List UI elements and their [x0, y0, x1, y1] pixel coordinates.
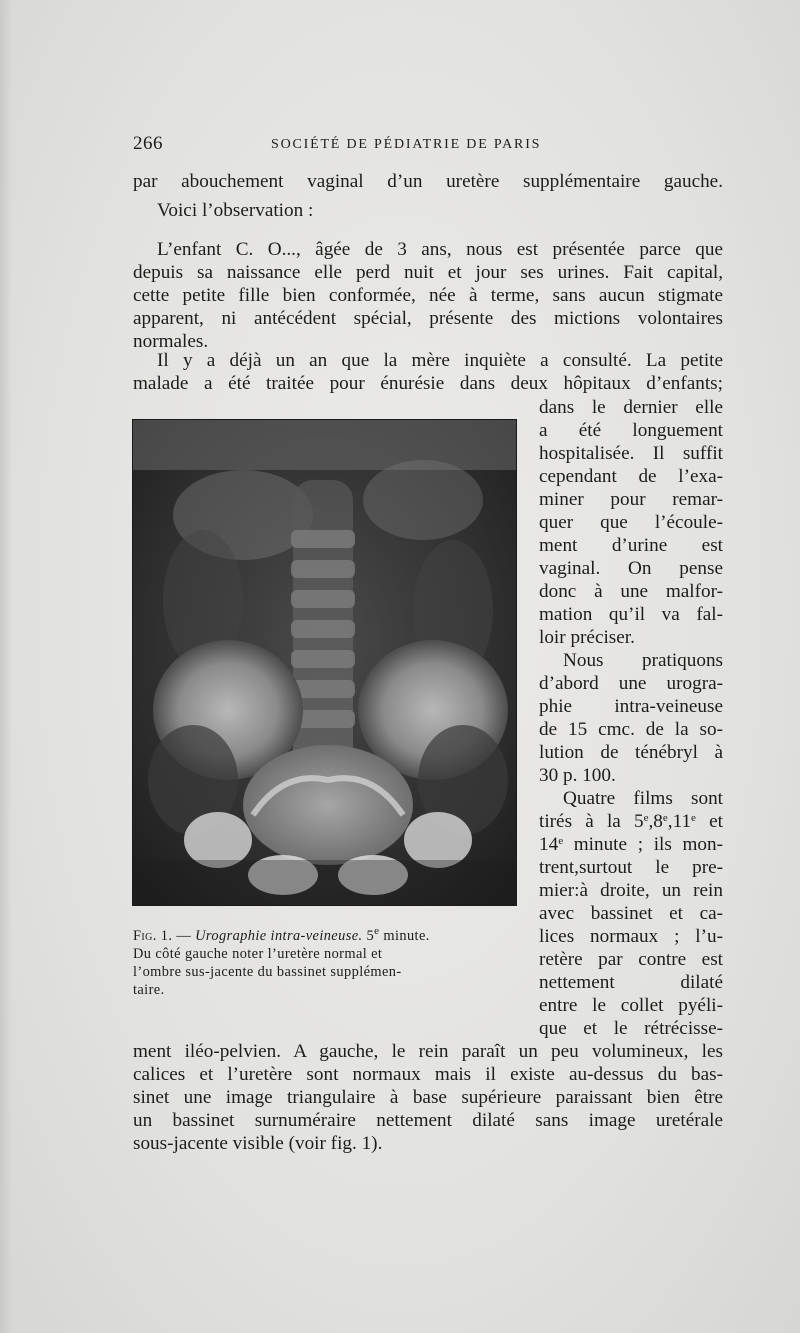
column-line: dans le dernier elle — [539, 397, 723, 418]
column-line: entre le collet pyéli- — [539, 995, 723, 1016]
column-line: avec bassinet et ca- — [539, 903, 723, 924]
column-line: Nous pratiquons — [563, 650, 723, 671]
body-line: normales. — [133, 331, 209, 352]
column-line: 30 p. 100. — [539, 765, 616, 786]
body-line: sinet une image triangulaire à base supérieure paraissant bien être — [133, 1087, 723, 1108]
xray-urography-figure — [133, 420, 516, 905]
column-line: nettement dilaté — [539, 972, 723, 993]
column-line: lution de ténébryl à — [539, 742, 723, 763]
page-header — [133, 133, 723, 155]
body-line: L’enfant C. O..., âgée de 3 ans, nous est présentée parce que — [157, 239, 723, 260]
column-line: hospitalisée. Il suffit — [539, 443, 723, 464]
column-line: ment d’urine est — [539, 535, 723, 556]
running-title: SOCIÉTÉ DE PÉDIATRIE DE PARIS — [271, 137, 542, 152]
column-line: loir préciser. — [539, 627, 635, 648]
body-line: calices et l’uretère sont normaux mais il existe au-dessus du bas- — [133, 1064, 723, 1085]
page-gutter-shadow — [0, 0, 12, 1333]
body-line: par abouchement vaginal d’un uretère supplémentaire gauche. — [133, 171, 723, 192]
body-line: sous-jacente visible (voir fig. 1). — [133, 1133, 383, 1154]
column-line: de 15 cmc. de la so- — [539, 719, 723, 740]
column-line: phie intra-veineuse — [539, 696, 723, 717]
column-line: quer que l’écoule- — [539, 512, 723, 533]
column-line: cependant de l’exa- — [539, 466, 723, 487]
column-line: 14e minute ; ils mon- — [539, 834, 723, 855]
column-line: lices normaux ; l’u- — [539, 926, 723, 947]
page-number: 266 — [133, 133, 163, 154]
body-line: apparent, ni antécédent spécial, présente des mictions volontaires — [133, 308, 723, 329]
column-line: miner pour remar- — [539, 489, 723, 510]
column-line: trent,surtout le pre- — [539, 857, 723, 878]
body-line: Voici l’observation : — [157, 200, 314, 221]
column-line: mation qu’il va fal- — [539, 604, 723, 625]
column-line: que et le rétrécisse- — [539, 1018, 723, 1039]
body-line: depuis sa naissance elle perd nuit et jour ses urines. Fait capital, — [133, 262, 723, 283]
column-line: tirés à la 5e,8e,11e et — [539, 811, 723, 832]
column-line: vaginal. On pense — [539, 558, 723, 579]
figure-caption: Fig. 1. — Urographie intra-veineuse. 5e minute. Du côté gauche noter l’uretère normal et l’ombre sus-jacente du bassinet supplémen- taire. — [133, 925, 430, 998]
column-line: d’abord une urogra- — [539, 673, 723, 694]
column-line: donc à une malfor- — [539, 581, 723, 602]
column-line: mier:à droite, un rein — [539, 880, 723, 901]
column-line: retère par contre est — [539, 949, 723, 970]
body-line: un bassinet surnuméraire nettement dilaté sans image uretérale — [133, 1110, 723, 1131]
column-line: a été longuement — [539, 420, 723, 441]
body-line: ment iléo-pelvien. A gauche, le rein paraît un peu volumineux, les — [133, 1041, 723, 1062]
body-line: cette petite fille bien conformée, née à terme, sans aucun stigmate — [133, 285, 723, 306]
body-line: Il y a déjà un an que la mère inquiète a consulté. La petite — [157, 350, 723, 371]
body-line: malade a été traitée pour énurésie dans deux hôpitaux d’enfants; — [133, 373, 723, 394]
column-line: Quatre films sont — [563, 788, 723, 809]
xray-image — [133, 420, 516, 905]
